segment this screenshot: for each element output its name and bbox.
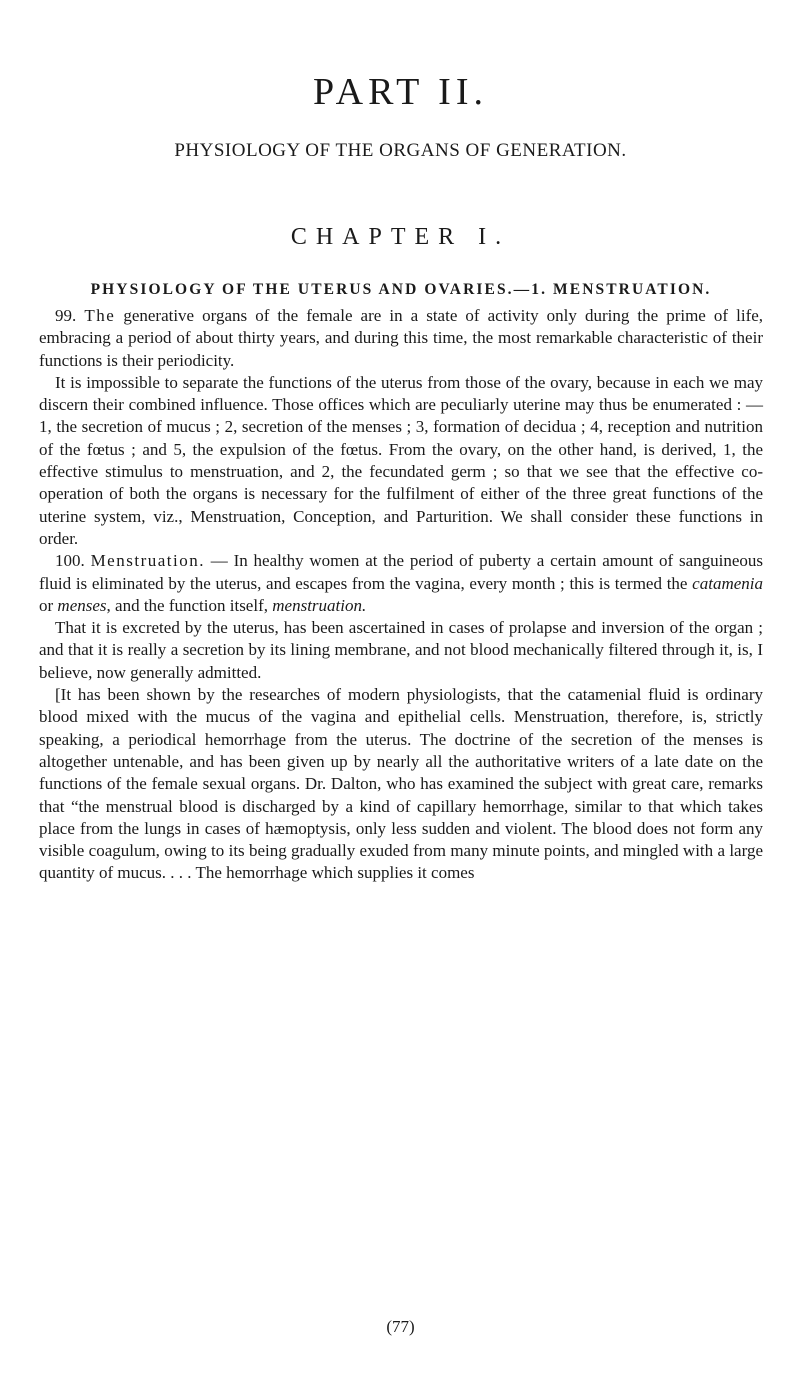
chapter-heading: CHAPTER I. — [290, 224, 511, 250]
body-text — [39, 305, 763, 885]
paragraph-text: , and the function itself, — [106, 595, 273, 615]
paragraph-99-continued: It is impossible to separate the functions of the uterus from those of the ovary, because in each we may discern their combined influence. Those offices which are peculiarly uterine may thus be enumerated : — 1, the secretion of mucus ; 2, secretion of the menses ; 3, formation of decidua ; 4, reception and nutrition of the fœtus ; and 5, the expulsion of the fœtus. From the ovary, on the other hand, is derived, 1, the effective stimulus to menstruation, and 2, the fecundated germ ; so that we see that the effective co-operation of both the organs is necessary for the fulfilment of either of the three great functions of the uterine system, viz., Menstruation, Conception, and Parturition. We shall consider these functions in order. — [39, 372, 763, 548]
paragraph-number: 99. — [55, 306, 77, 325]
paragraph-99 — [39, 305, 763, 372]
section-heading: PHYSIOLOGY OF THE ORGANS OF GENERATION. — [174, 140, 627, 161]
paragraph-lead: Menstruation. — [90, 551, 205, 571]
term-catamenia: catamenia — [692, 573, 763, 593]
paragraph-text: — In healthy women at the period of puberty a certain amount of sanguineous fluid is eliminated by the uterus, and escapes from the vagina, every month ; this is termed the — [39, 551, 764, 593]
chapter-subtitle: PHYSIOLOGY OF THE UTERUS AND OVARIES.—1. MENSTRUATION. — [90, 281, 712, 298]
paragraph-100-editor-note: [It has been shown by the researches of modern physiologists, that the catamenial fluid is ordinary blood mixed with the mucus of the vagina and epithelial cells. Menstruation, therefore, is, strictly speaking, a periodical hemorrhage from the uterus. The doctrine of the secretion of the menses is altogether untenable, and has been given up by nearly all the authoritative writers of a late date on the functions of the female sexual organs. Dr. Dalton, who has examined the subject with great care, remarks that “the menstrual blood is discharged by a kind of capillary hemorrhage, similar to that which takes place from the lungs in cases of hæmoptysis, only less sudden and violent. The blood does not form any visible coagulum, owing to its being gradually exuded from many minute points, and mingled with a large quantity of mucus. . . . The hemorrhage which supplies it comes — [39, 685, 763, 883]
term-menstruation: menstruation. — [272, 595, 367, 615]
paragraph-text: or — [39, 595, 58, 615]
paragraph-lead: The — [84, 306, 116, 325]
paragraph-100 — [39, 550, 763, 617]
term-menses: menses — [57, 595, 107, 615]
paragraph-100-continued: That it is excreted by the uterus, has been ascertained in cases of prolapse and inversion of the organ ; and that it is really a secretion by its lining membrane, and not blood mechanically filtered through it, is, I believe, now generally admitted. — [39, 618, 763, 682]
paragraph-text: generative organs of the female are in a state of activity only during the prime of life, embracing a period of about thirty years, and during this time, the most remarkable characteristic of their functions is their periodicity. — [39, 306, 764, 370]
page-number: (77) — [386, 1317, 415, 1336]
paragraph-number: 100. — [55, 551, 85, 571]
part-heading: PART II. — [313, 71, 488, 113]
